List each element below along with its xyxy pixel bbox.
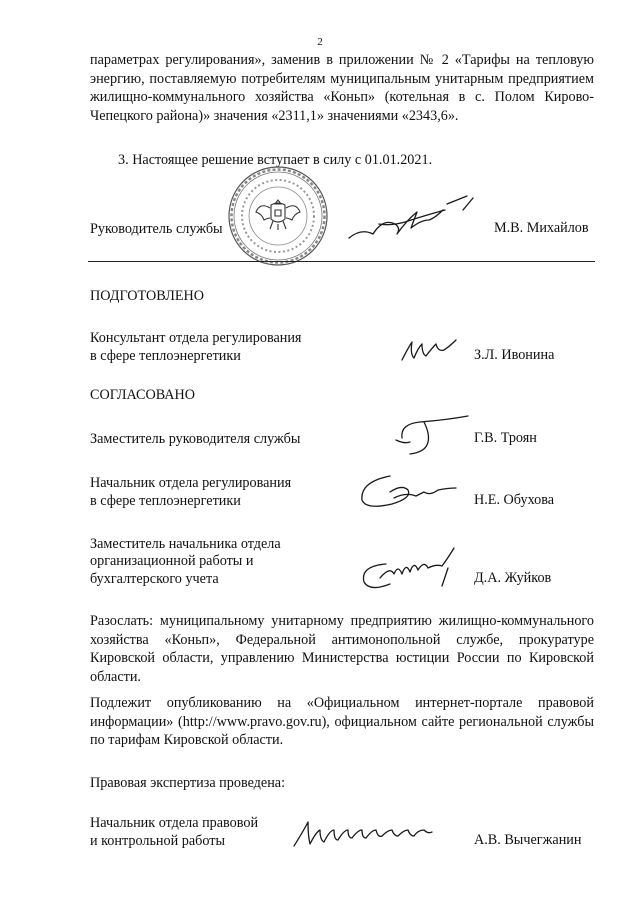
agreed-signature-2 <box>350 470 462 512</box>
head-signature <box>345 194 480 244</box>
decision-item-3: 3. Настоящее решение вступает в силу с 01.01.2021. <box>118 152 433 168</box>
intro-paragraph: параметрах регулирования», заменив в приложении № 2 «Тарифы на тепловую энергию, поставляемую потребителям муниципальным унитарным предприятием жилищно-коммунального хозяйства «Коньп» (котельная в с. Полом Кирово-Чепецкого района)» значения «2311,1» значениями «2343,6». <box>90 52 594 124</box>
prepared-signature <box>398 336 460 366</box>
prepared-heading: ПОДГОТОВЛЕНО <box>90 288 204 304</box>
agreed-name-3: Д.А. Жуйков <box>474 570 552 586</box>
agreed-heading: СОГЛАСОВАНО <box>90 387 196 403</box>
publication-paragraph: Подлежит опубликованию на «Официальном интернет-портале правовой информации» (http://www.pravo.gov.ru), официальном сайте региональной службы по тарифам Кировской области. <box>90 695 594 748</box>
agreed-title-3-line1: Заместитель начальника отдела <box>90 536 281 552</box>
agreed-signature-1 <box>372 412 472 460</box>
legal-review-text: Правовая экспертиза проведена: <box>90 775 286 791</box>
head-name: М.В. Михайлов <box>494 220 589 236</box>
page-number: 2 <box>317 36 323 48</box>
divider-line <box>88 261 595 262</box>
agreed-title-2-line1: Начальник отдела регулирования <box>90 475 292 491</box>
prepared-title-line2: в сфере теплоэнергетики <box>90 348 241 364</box>
official-seal <box>226 164 330 268</box>
agreed-title-3-line3: бухгалтерского учета <box>90 571 219 587</box>
legal-signature <box>288 814 458 854</box>
agreed-title-3-line2: организационной работы и <box>90 553 254 569</box>
legal-name: А.В. Вычегжанин <box>474 832 582 848</box>
legal-title-line1: Начальник отдела правовой <box>90 815 259 831</box>
agreed-name-1: Г.В. Троян <box>474 430 537 446</box>
legal-title-line2: и контрольной работы <box>90 833 225 849</box>
agreed-title-1: Заместитель руководителя службы <box>90 431 301 447</box>
agreed-signature-3 <box>350 556 466 594</box>
distribution-paragraph: Разослать: муниципальному унитарному предприятию жилищно-коммунального хозяйства «Коньп», Федеральной антимонопольной службе, прокуратуре Кировской области, управлению Министерства юстиции России по Кировской области. <box>90 613 594 685</box>
prepared-name: З.Л. Ивонина <box>474 347 555 363</box>
agreed-name-2: Н.Е. Обухова <box>474 492 555 508</box>
agreed-title-2-line2: в сфере теплоэнергетики <box>90 493 241 509</box>
prepared-title-line1: Консультант отдела регулирования <box>90 330 302 346</box>
head-title: Руководитель службы <box>90 221 223 237</box>
